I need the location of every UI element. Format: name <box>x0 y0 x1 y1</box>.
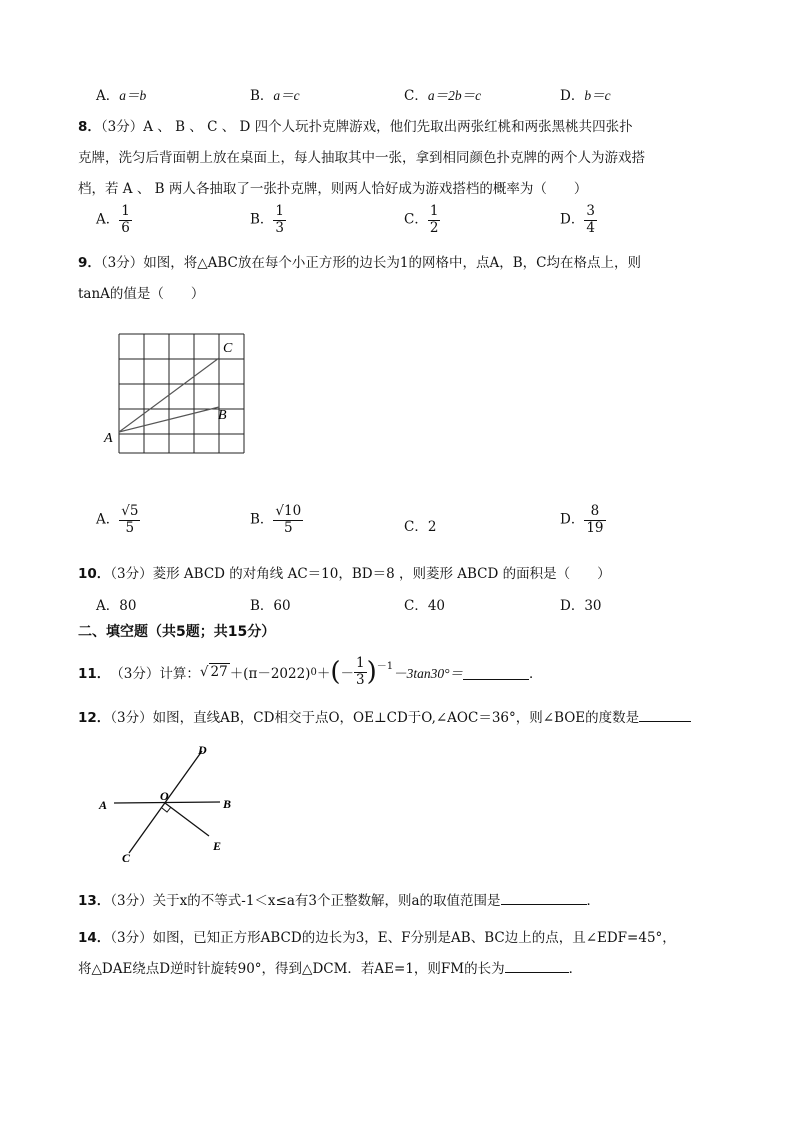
q8-line2: 克牌，洗匀后背面朝上放在桌面上，每人抽取其中一张，拿到相同颜色扑克牌的两个人为游戏搭 <box>78 150 645 166</box>
label-o: O <box>160 789 169 803</box>
q14-line1: 14．（3分）如图，已知正方形ABCD的边长为3，E、F分别是AB、BC边上的点，且∠EDF=45°， <box>78 930 676 946</box>
q13-answer-blank[interactable] <box>501 890 587 905</box>
q8-option-b[interactable]: B． $\frac{1}{3}$ <box>250 203 285 236</box>
q10-line: 10．（3分）菱形 ABCD 的对角线 AC＝10，BD＝8 ，则菱形 ABCD 的面积是（ ） <box>78 566 611 582</box>
q7-option-d[interactable]: D．b＝c <box>560 88 611 104</box>
q9-grid-figure <box>100 326 260 458</box>
q8-line1: 8．（3分）A 、 B 、 C 、 D 四个人玩扑克牌游戏，他们先取出两张红桃和两张黑桃共四张扑 <box>78 119 633 135</box>
q12-line: 12．（3分）如图，直线AB，CD相交于点O，OE⊥CD于O,∠AOC＝36°，则∠BOE的度数是 <box>78 706 691 726</box>
q11-answer-blank[interactable] <box>463 665 529 680</box>
label-b: B <box>218 408 227 423</box>
fraction: $\frac{√10}{5}$ <box>275 503 302 536</box>
q14-answer-blank[interactable] <box>505 958 569 973</box>
label-a: A <box>104 431 113 446</box>
label-e: E <box>213 839 222 853</box>
q9-line2: tanA的值是（ ） <box>78 286 205 302</box>
q14-line2: 将△DAE绕点D逆时针旋转90°，得到△DCM．若AE=1，则FM的长为 ． <box>78 957 582 977</box>
label-c: C <box>122 851 131 865</box>
fraction: $\frac{√5}{5}$ <box>121 503 139 536</box>
q8-option-c[interactable]: C． $\frac{1}{2}$ <box>404 203 439 236</box>
q12-answer-blank[interactable] <box>639 707 691 722</box>
q9-line1: 9．（3分）如图，将△ABC放在每个小正方形的边长为1的网格中，点A，B，C均在格点上，则 <box>78 255 641 271</box>
section-title-fill-in: 二、填空题（共5题；共15分） <box>78 624 276 640</box>
q9-option-a[interactable]: A． $\frac{√5}{5}$ <box>96 503 139 536</box>
fraction: $\frac{8}{19}$ <box>586 503 604 536</box>
ray-oe <box>165 803 209 836</box>
fraction: $\frac{1}{6}$ <box>121 203 130 236</box>
right-angle-mark <box>162 807 171 812</box>
q10-option-b[interactable]: B．60 <box>250 598 291 614</box>
fraction: $\frac{1}{2}$ <box>429 203 439 236</box>
label-a: A <box>99 798 108 812</box>
label-b: B <box>223 797 232 811</box>
fraction: $\frac{1}{3}$ <box>275 203 285 236</box>
label-c: C <box>223 341 233 356</box>
q9-option-b[interactable]: B． $\frac{√10}{5}$ <box>250 503 302 536</box>
label-d: D <box>198 743 207 757</box>
q7-option-c[interactable]: C．a＝2b＝c <box>404 88 482 104</box>
q10-option-d[interactable]: D．30 <box>560 598 602 614</box>
q9-option-c[interactable]: C．2 <box>404 519 437 535</box>
q10-option-c[interactable]: C．40 <box>404 598 446 614</box>
q8-option-a[interactable]: A． $\frac{1}{6}$ <box>96 203 130 236</box>
q12-lines-figure <box>92 738 242 868</box>
fraction: $\frac{3}{4}$ <box>586 203 595 236</box>
q8-option-d[interactable]: D． $\frac{3}{4}$ <box>560 203 595 236</box>
q8-line3: 档，若 A 、 B 两人各抽取了一张扑克牌，则两人恰好成为游戏搭档的概率为（ ） <box>78 181 588 197</box>
sqrt-expression: √ 27 <box>199 664 228 680</box>
question-11: 11． （3分） 计算： √ 27 ＋(π－2022) 0 ＋ ( － $\frac{1}{3}$ ) $^{-1}$ －3tan30°＝ ． <box>78 654 543 688</box>
q9-option-d[interactable]: D． $\frac{8}{19}$ <box>560 503 604 536</box>
q10-option-a[interactable]: A．80 <box>96 598 137 614</box>
fraction: $\frac{1}{3}$ <box>355 654 365 688</box>
question-13: 13．（3分）关于x的不等式-1＜x≤a有3个正整数解，则a的取值范围是 ． <box>78 889 600 909</box>
q7-option-a[interactable]: A．a＝b <box>96 88 147 104</box>
q7-option-b[interactable]: B．a＝c <box>250 88 300 104</box>
